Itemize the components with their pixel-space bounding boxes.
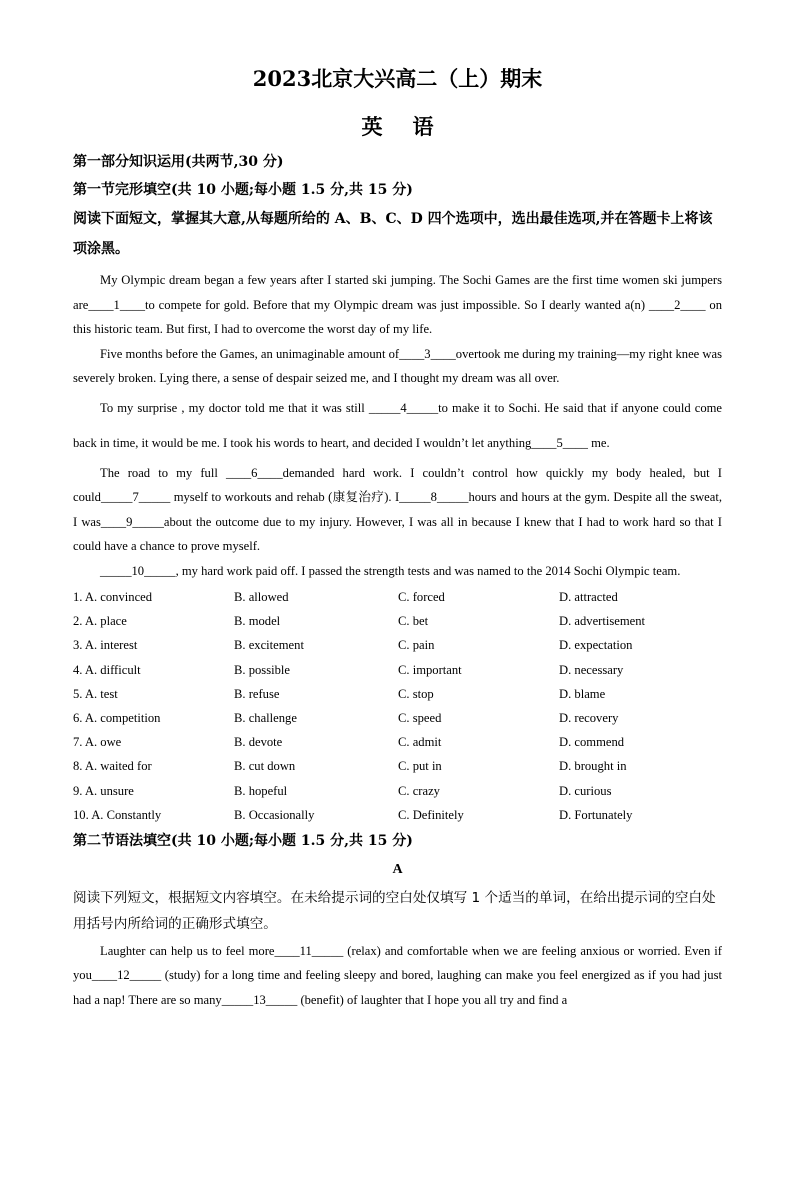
option-a: 8. A. waited for <box>73 759 152 774</box>
option-c: C. forced <box>398 590 445 604</box>
option-b: B. model <box>234 614 281 629</box>
section2-label: A <box>392 861 403 877</box>
option-a: 9. A. unsure <box>73 783 134 798</box>
option-c: C. pain <box>398 638 435 653</box>
option-c: C. crazy <box>398 783 440 798</box>
option-row <box>73 682 722 706</box>
option-c: C. Definitely <box>398 807 464 822</box>
option-d: D. necessary <box>559 662 624 677</box>
option-row <box>73 754 722 778</box>
option-b: B. challenge <box>234 710 297 725</box>
option-row <box>73 658 722 682</box>
option-d: D. blame <box>559 686 606 701</box>
passage-paragraph: My Olympic dream began a few years after I started ski jumping. The Sochi Games are the first time women ski jumpers are____1____to compete for gold. Before that my Olympic dream was just impossible. So I dearly wanted a(n) ____2____ on this historic team. But first, I had to overcome the worst day of my life. <box>73 273 722 336</box>
passage-paragraph: _____10_____, my hard work paid off. I passed the strength tests and was named to the 2014 Sochi Olympic team. <box>100 563 681 578</box>
option-a: 10. A. Constantly <box>73 807 162 822</box>
section1-instructions: 阅读下面短文，掌握其大意,从每题所给的 A、B、C、D 四个选项中，选出最佳选项,并在答题卡上将该项涂黑。 <box>73 211 713 257</box>
section2-instructions: 阅读下列短文，根据短文内容填空。在未给提示词的空白处仅填写 1 个适当的单词，在给出提示词的空白处用括号内所给词的正确形式填空。 <box>73 889 716 932</box>
option-a: 1. A. convinced <box>73 590 153 604</box>
option-row <box>73 633 722 657</box>
option-b: B. allowed <box>234 590 289 604</box>
option-a: 6. A. competition <box>73 710 161 725</box>
cloze-passage <box>73 268 722 583</box>
part-heading: 第一部分知识运用(共两节,30 分) <box>73 154 284 170</box>
option-d: D. commend <box>559 735 625 750</box>
grammar-passage-paragraph: Laughter can help us to feel more____11_____ (relax) and comfortable when we are feeling anxious or worried. Even if you____12_____ (study) for a long time and feeling sleepy and bored, laughing can make you feel energized as if you had just had a nap! There are so many_____13_____ (benefit) of laughter that I hope you all try and find a <box>73 943 722 1007</box>
option-c: C. speed <box>398 710 442 725</box>
option-d: D. brought in <box>559 759 627 774</box>
options-list <box>73 585 722 827</box>
exam-title: 2023北京大兴高二（上）期末 <box>252 66 543 91</box>
option-b: B. hopeful <box>234 783 288 798</box>
subject-title: 英语 <box>361 114 464 139</box>
option-a: 7. A. owe <box>73 735 122 750</box>
option-b: B. excitement <box>234 638 304 653</box>
option-c: C. stop <box>398 686 434 701</box>
option-c: C. admit <box>398 735 442 750</box>
passage-paragraph: Five months before the Games, an unimaginable amount of____3____overtook me during my training—my right knee was severely broken. Lying there, a sense of despair seized me, and I thought my dream was all over. <box>73 346 722 385</box>
option-a: 3. A. interest <box>73 638 138 653</box>
option-row <box>73 609 722 633</box>
option-row <box>73 585 722 609</box>
option-b: B. possible <box>234 662 290 677</box>
option-b: B. cut down <box>234 759 296 774</box>
option-d: D. recovery <box>559 710 619 725</box>
section2-heading: 第二节语法填空(共 10 小题;每小题 1.5 分,共 15 分) <box>73 832 413 849</box>
option-b: B. Occasionally <box>234 807 315 822</box>
option-a: 4. A. difficult <box>73 662 141 677</box>
option-b: B. refuse <box>234 686 280 701</box>
option-row <box>73 706 722 730</box>
option-a: 5. A. test <box>73 686 118 701</box>
option-b: B. devote <box>234 735 283 750</box>
passage-paragraph: The road to my full ____6____demanded hard work. I couldn’t control how quickly my body healed, but I could_____7_____ myself to workouts and rehab (康复治疗). I_____8_____hours and hours at the gym. Despite all the sweat, I was____9_____about the outcome due to my injury. However, I was all in because I knew that I had to work hard so that I could have a chance to prove myself. <box>73 465 722 553</box>
section1-heading: 第一节完形填空(共 10 小题;每小题 1.5 分,共 15 分) <box>73 182 413 198</box>
option-d: D. Fortunately <box>559 807 633 822</box>
option-d: D. expectation <box>559 638 633 653</box>
option-a: 2. A. place <box>73 614 127 629</box>
option-c: C. put in <box>398 759 442 774</box>
option-c: C. important <box>398 662 462 677</box>
option-row <box>73 803 722 827</box>
option-c: C. bet <box>398 614 429 629</box>
option-d: D. advertisement <box>559 614 646 629</box>
option-row <box>73 779 722 803</box>
passage-paragraph: To my surprise , my doctor told me that it was still _____4_____to make it to Sochi. He said that if anyone could come back in time, it would be me. I took his words to heart, and decided I wouldn’t let anything____5____ me. <box>73 400 722 450</box>
option-row <box>73 730 722 754</box>
option-d: D. curious <box>559 783 612 798</box>
exam-page <box>0 64 794 1187</box>
option-d: D. attracted <box>559 590 618 604</box>
